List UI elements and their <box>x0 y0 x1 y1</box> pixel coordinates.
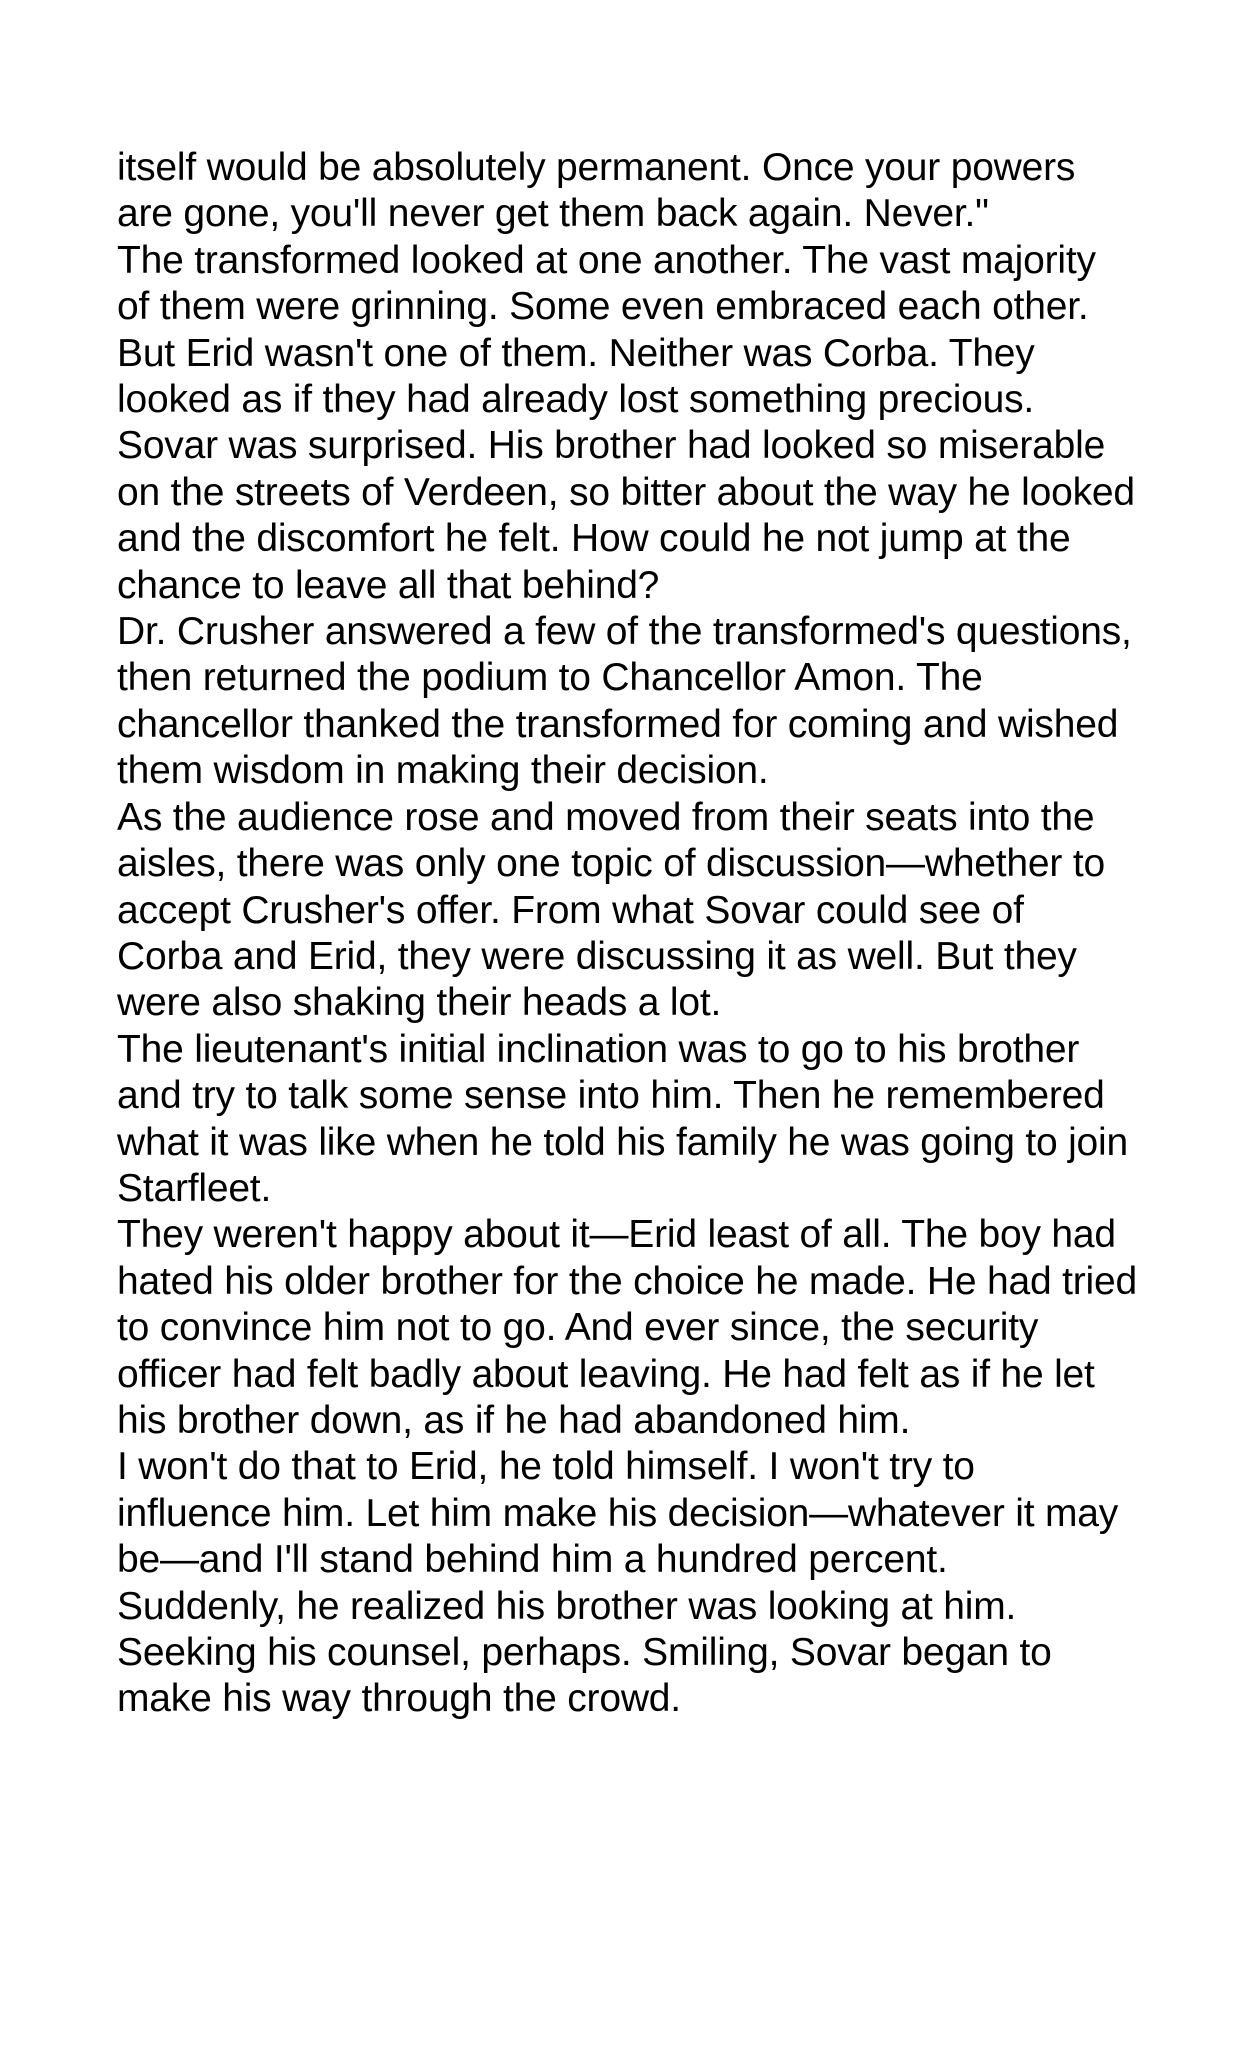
paragraph-6: As the audience rose and moved from their seats into the aisles, there was only one topic of discussion—whether to accept Crusher's offer. From what Sovar could see of Corba and Erid, they were discussing it as well. But they were also shaking their heads a lot. <box>117 795 1105 1025</box>
paragraph-2: The transformed looked at one another. The vast majority of them were grinning. Some even embraced each other. <box>117 238 1096 329</box>
paragraph-8: They weren't happy about it—Erid least of all. The boy had hated his older brother for the choice he made. He had tried to convince him not to go. And ever since, the security officer had felt badly about leaving. He had felt as if he let his brother down, as if he had abandoned him. <box>117 1213 1137 1442</box>
paragraph-10: Suddenly, he realized his brother was looking at him. Seeking his counsel, perhaps. Smiling, Sovar began to make his way through the crowd. <box>117 1584 1052 1721</box>
paragraph-5: Dr. Crusher answered a few of the transformed's questions, then returned the podium to Chancellor Amon. The chancellor thanked the transformed for coming and wished them wisdom in making their decision. <box>117 610 1132 793</box>
paragraph-1: itself would be absolutely permanent. Once your powers are gone, you'll never get them back again. Never." <box>117 146 1076 236</box>
paragraph-3: But Erid wasn't one of them. Neither was Corba. They looked as if they had already lost something precious. <box>117 331 1035 422</box>
paragraph-7: The lieutenant's initial inclination was to go to his brother and try to talk some sense into him. Then he remembered what it was like when he told his family he was going to join Starfleet. <box>117 1027 1128 1210</box>
page-text <box>117 145 1137 1723</box>
paragraph-4: Sovar was surprised. His brother had looked so miserable on the streets of Verdeen, so bitter about the way he looked and the discomfort he felt. How could he not jump at the chance to leave all that behind? <box>117 424 1135 607</box>
paragraph-9: I won't do that to Erid, he told himself. I won't try to influence him. Let him make his decision—whatever it may be—and I'll stand behind him a hundred percent. <box>117 1445 1119 1582</box>
